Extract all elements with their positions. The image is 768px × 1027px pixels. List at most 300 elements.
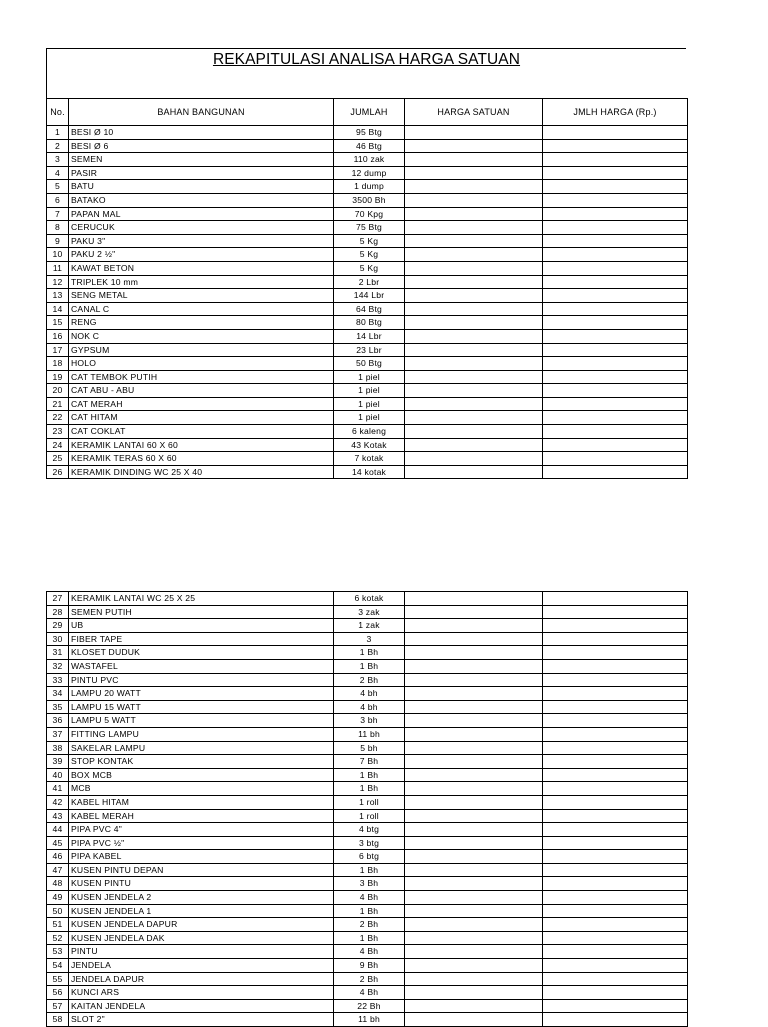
cell-bahan: CANAL C — [69, 302, 334, 316]
cell-jumlah: 5 Kg — [334, 261, 405, 275]
cell-jmlh-harga — [543, 397, 688, 411]
cell-harga-satuan — [405, 343, 543, 357]
cell-jmlh-harga — [543, 275, 688, 289]
cell-harga-satuan — [405, 248, 543, 262]
cell-bahan: LAMPU 20 WATT — [69, 687, 334, 701]
cell-harga-satuan — [405, 221, 543, 235]
cell-bahan: CAT MERAH — [69, 397, 334, 411]
cell-harga-satuan — [405, 891, 543, 905]
table-row — [47, 126, 688, 140]
cell-no: 56 — [47, 986, 69, 1000]
cell-bahan: BATU — [69, 180, 334, 194]
cell-bahan: KERAMIK LANTAI WC 25 X 25 — [69, 592, 334, 606]
cell-jmlh-harga — [543, 659, 688, 673]
cell-jmlh-harga — [543, 673, 688, 687]
cell-bahan: BOX MCB — [69, 768, 334, 782]
cell-no: 6 — [47, 193, 69, 207]
cell-no: 3 — [47, 153, 69, 167]
cell-harga-satuan — [405, 452, 543, 466]
cell-jumlah: 1 Bh — [334, 646, 405, 660]
cell-no: 13 — [47, 289, 69, 303]
cell-jumlah: 4 Bh — [334, 945, 405, 959]
cell-no: 52 — [47, 931, 69, 945]
cell-no: 23 — [47, 425, 69, 439]
table-row — [47, 918, 688, 932]
cell-no: 32 — [47, 659, 69, 673]
cell-harga-satuan — [405, 755, 543, 769]
cell-jmlh-harga — [543, 632, 688, 646]
table-header-row — [47, 99, 688, 126]
cell-bahan: JENDELA — [69, 959, 334, 973]
cell-jmlh-harga — [543, 619, 688, 633]
cell-jumlah: 1 Bh — [334, 863, 405, 877]
cell-no: 25 — [47, 452, 69, 466]
cell-jumlah: 3 — [334, 632, 405, 646]
header-no: No. — [47, 99, 69, 126]
cell-no: 29 — [47, 619, 69, 633]
cell-jumlah: 144 Lbr — [334, 289, 405, 303]
cell-no: 8 — [47, 221, 69, 235]
cell-no: 21 — [47, 397, 69, 411]
cell-harga-satuan — [405, 207, 543, 221]
table-row — [47, 659, 688, 673]
cell-bahan: LAMPU 5 WATT — [69, 714, 334, 728]
table-row — [47, 166, 688, 180]
cell-harga-satuan — [405, 357, 543, 371]
header-bahan-bangunan: BAHAN BANGUNAN — [69, 99, 334, 126]
cell-jmlh-harga — [543, 193, 688, 207]
cell-no: 48 — [47, 877, 69, 891]
cell-jmlh-harga — [543, 329, 688, 343]
cell-harga-satuan — [405, 809, 543, 823]
cell-jumlah: 46 Btg — [334, 139, 405, 153]
cell-harga-satuan — [405, 918, 543, 932]
cell-jumlah: 2 Bh — [334, 918, 405, 932]
table-row — [47, 891, 688, 905]
cell-jumlah: 4 Bh — [334, 986, 405, 1000]
cell-jmlh-harga — [543, 180, 688, 194]
cell-jumlah: 3 btg — [334, 836, 405, 850]
cell-jmlh-harga — [543, 343, 688, 357]
table-row — [47, 207, 688, 221]
cell-bahan: NOK C — [69, 329, 334, 343]
cell-no: 17 — [47, 343, 69, 357]
cell-harga-satuan — [405, 180, 543, 194]
cell-jumlah: 14 kotak — [334, 465, 405, 479]
cell-harga-satuan — [405, 741, 543, 755]
cell-bahan: MCB — [69, 782, 334, 796]
table-row — [47, 221, 688, 235]
cell-harga-satuan — [405, 261, 543, 275]
cell-jmlh-harga — [543, 425, 688, 439]
cell-jumlah: 4 btg — [334, 823, 405, 837]
cell-bahan: PINTU — [69, 945, 334, 959]
cell-bahan: CAT ABU - ABU — [69, 384, 334, 398]
cell-no: 15 — [47, 316, 69, 330]
cell-jmlh-harga — [543, 126, 688, 140]
cell-jmlh-harga — [543, 411, 688, 425]
cell-jumlah: 1 piel — [334, 370, 405, 384]
cell-no: 49 — [47, 891, 69, 905]
cell-jmlh-harga — [543, 877, 688, 891]
cell-harga-satuan — [405, 646, 543, 660]
table-row — [47, 425, 688, 439]
cell-harga-satuan — [405, 673, 543, 687]
cell-no: 28 — [47, 605, 69, 619]
cell-jmlh-harga — [543, 207, 688, 221]
cell-harga-satuan — [405, 986, 543, 1000]
cell-harga-satuan — [405, 329, 543, 343]
cell-bahan: SLOT 2" — [69, 1013, 334, 1027]
cell-no: 24 — [47, 438, 69, 452]
cell-jumlah: 1 Bh — [334, 931, 405, 945]
cell-jmlh-harga — [543, 863, 688, 877]
cell-bahan: UB — [69, 619, 334, 633]
table-row — [47, 619, 688, 633]
cell-harga-satuan — [405, 836, 543, 850]
cell-harga-satuan — [405, 863, 543, 877]
cell-jmlh-harga — [543, 741, 688, 755]
cell-harga-satuan — [405, 904, 543, 918]
table-row — [47, 411, 688, 425]
cell-harga-satuan — [405, 714, 543, 728]
cell-no: 57 — [47, 999, 69, 1013]
cell-no: 30 — [47, 632, 69, 646]
cell-jmlh-harga — [543, 823, 688, 837]
table-row — [47, 632, 688, 646]
table-row — [47, 384, 688, 398]
cell-jmlh-harga — [543, 592, 688, 606]
cell-bahan: SEMEN — [69, 153, 334, 167]
cell-no: 42 — [47, 795, 69, 809]
table-row — [47, 592, 688, 606]
cell-bahan: PIPA PVC ½" — [69, 836, 334, 850]
cell-bahan: KUSEN JENDELA DAK — [69, 931, 334, 945]
cell-jumlah: 5 Kg — [334, 234, 405, 248]
cell-harga-satuan — [405, 945, 543, 959]
table-row — [47, 768, 688, 782]
cell-no: 47 — [47, 863, 69, 877]
cell-no: 58 — [47, 1013, 69, 1027]
cell-bahan: FIBER TAPE — [69, 632, 334, 646]
cell-no: 54 — [47, 959, 69, 973]
cell-jumlah: 80 Btg — [334, 316, 405, 330]
table-row — [47, 465, 688, 479]
cell-jumlah: 23 Lbr — [334, 343, 405, 357]
cell-jumlah: 70 Kpg — [334, 207, 405, 221]
cell-no: 51 — [47, 918, 69, 932]
cell-jumlah: 75 Btg — [334, 221, 405, 235]
cell-no: 2 — [47, 139, 69, 153]
cell-no: 43 — [47, 809, 69, 823]
table-row — [47, 687, 688, 701]
cell-jumlah: 6 kotak — [334, 592, 405, 606]
cell-jmlh-harga — [543, 809, 688, 823]
cell-harga-satuan — [405, 768, 543, 782]
cell-jumlah: 95 Btg — [334, 126, 405, 140]
cell-bahan: STOP KONTAK — [69, 755, 334, 769]
table-row — [47, 904, 688, 918]
cell-no: 11 — [47, 261, 69, 275]
cell-jumlah: 11 bh — [334, 1013, 405, 1027]
cell-harga-satuan — [405, 687, 543, 701]
table-row — [47, 397, 688, 411]
cell-bahan: LAMPU 15 WATT — [69, 700, 334, 714]
table-row — [47, 370, 688, 384]
cell-harga-satuan — [405, 823, 543, 837]
cell-bahan: SEMEN PUTIH — [69, 605, 334, 619]
cell-harga-satuan — [405, 850, 543, 864]
cell-no: 5 — [47, 180, 69, 194]
cell-bahan: CAT COKLAT — [69, 425, 334, 439]
rekap-table-page-1 — [46, 98, 688, 479]
cell-jumlah: 1 piel — [334, 384, 405, 398]
cell-harga-satuan — [405, 234, 543, 248]
cell-no: 44 — [47, 823, 69, 837]
cell-bahan: KUNCI ARS — [69, 986, 334, 1000]
cell-bahan: BATAKO — [69, 193, 334, 207]
cell-harga-satuan — [405, 153, 543, 167]
cell-bahan: PAKU 2 ½" — [69, 248, 334, 262]
cell-jmlh-harga — [543, 289, 688, 303]
cell-no: 31 — [47, 646, 69, 660]
cell-jmlh-harga — [543, 357, 688, 371]
cell-bahan: PASIR — [69, 166, 334, 180]
cell-jmlh-harga — [543, 836, 688, 850]
cell-bahan: SENG METAL — [69, 289, 334, 303]
cell-harga-satuan — [405, 659, 543, 673]
table-row — [47, 999, 688, 1013]
cell-bahan: PAPAN MAL — [69, 207, 334, 221]
cell-no: 40 — [47, 768, 69, 782]
cell-harga-satuan — [405, 139, 543, 153]
cell-no: 45 — [47, 836, 69, 850]
cell-no: 16 — [47, 329, 69, 343]
cell-jumlah: 1 Bh — [334, 904, 405, 918]
cell-harga-satuan — [405, 302, 543, 316]
table-row — [47, 945, 688, 959]
table-row — [47, 986, 688, 1000]
cell-jmlh-harga — [543, 972, 688, 986]
cell-jmlh-harga — [543, 714, 688, 728]
cell-jumlah: 7 kotak — [334, 452, 405, 466]
cell-bahan: KAITAN JENDELA — [69, 999, 334, 1013]
cell-no: 34 — [47, 687, 69, 701]
cell-bahan: TRIPLEK 10 mm — [69, 275, 334, 289]
cell-jmlh-harga — [543, 945, 688, 959]
cell-bahan: KUSEN JENDELA 1 — [69, 904, 334, 918]
table-row — [47, 863, 688, 877]
cell-no: 20 — [47, 384, 69, 398]
cell-jmlh-harga — [543, 221, 688, 235]
cell-jumlah: 1 dump — [334, 180, 405, 194]
cell-jumlah: 5 bh — [334, 741, 405, 755]
cell-jumlah: 64 Btg — [334, 302, 405, 316]
cell-jmlh-harga — [543, 234, 688, 248]
header-jmlh-harga: JMLH HARGA (Rp.) — [543, 99, 688, 126]
cell-no: 9 — [47, 234, 69, 248]
cell-harga-satuan — [405, 126, 543, 140]
table-row — [47, 153, 688, 167]
table-row — [47, 700, 688, 714]
cell-bahan: KUSEN PINTU — [69, 877, 334, 891]
cell-jmlh-harga — [543, 986, 688, 1000]
cell-jmlh-harga — [543, 166, 688, 180]
table-row — [47, 193, 688, 207]
table-row — [47, 234, 688, 248]
cell-bahan: BESI Ø 6 — [69, 139, 334, 153]
cell-jumlah: 1 zak — [334, 619, 405, 633]
table-row — [47, 357, 688, 371]
cell-jumlah: 6 kaleng — [334, 425, 405, 439]
cell-no: 10 — [47, 248, 69, 262]
cell-jumlah: 2 Bh — [334, 972, 405, 986]
cell-harga-satuan — [405, 877, 543, 891]
rekap-table-page-2 — [46, 591, 688, 1027]
cell-harga-satuan — [405, 700, 543, 714]
cell-harga-satuan — [405, 782, 543, 796]
table-row — [47, 714, 688, 728]
cell-harga-satuan — [405, 384, 543, 398]
cell-bahan: BESI Ø 10 — [69, 126, 334, 140]
cell-harga-satuan — [405, 370, 543, 384]
table-row — [47, 329, 688, 343]
cell-jmlh-harga — [543, 452, 688, 466]
table-row — [47, 139, 688, 153]
cell-jmlh-harga — [543, 795, 688, 809]
cell-no: 22 — [47, 411, 69, 425]
cell-harga-satuan — [405, 275, 543, 289]
cell-jumlah: 110 zak — [334, 153, 405, 167]
cell-bahan: JENDELA DAPUR — [69, 972, 334, 986]
table-row — [47, 275, 688, 289]
cell-bahan: KUSEN JENDELA 2 — [69, 891, 334, 905]
cell-harga-satuan — [405, 592, 543, 606]
cell-jmlh-harga — [543, 465, 688, 479]
cell-jmlh-harga — [543, 384, 688, 398]
table-row — [47, 755, 688, 769]
cell-harga-satuan — [405, 397, 543, 411]
cell-bahan: KABEL HITAM — [69, 795, 334, 809]
cell-jumlah: 43 Kotak — [334, 438, 405, 452]
cell-harga-satuan — [405, 438, 543, 452]
table-row — [47, 605, 688, 619]
cell-harga-satuan — [405, 972, 543, 986]
table-row — [47, 248, 688, 262]
cell-bahan: CAT HITAM — [69, 411, 334, 425]
table-row — [47, 673, 688, 687]
table-row — [47, 850, 688, 864]
cell-harga-satuan — [405, 999, 543, 1013]
cell-no: 50 — [47, 904, 69, 918]
cell-no: 26 — [47, 465, 69, 479]
cell-jmlh-harga — [543, 261, 688, 275]
cell-jmlh-harga — [543, 999, 688, 1013]
cell-jumlah: 3 Bh — [334, 877, 405, 891]
table-row — [47, 452, 688, 466]
table-row — [47, 877, 688, 891]
cell-jmlh-harga — [543, 1013, 688, 1027]
cell-bahan: PAKU 3" — [69, 234, 334, 248]
cell-no: 1 — [47, 126, 69, 140]
cell-bahan: KERAMIK TERAS 60 X 60 — [69, 452, 334, 466]
table-row — [47, 795, 688, 809]
cell-jumlah: 12 dump — [334, 166, 405, 180]
table-row — [47, 438, 688, 452]
cell-jumlah: 3500 Bh — [334, 193, 405, 207]
cell-harga-satuan — [405, 193, 543, 207]
cell-jmlh-harga — [543, 302, 688, 316]
cell-harga-satuan — [405, 166, 543, 180]
cell-bahan: HOLO — [69, 357, 334, 371]
cell-harga-satuan — [405, 425, 543, 439]
cell-jumlah: 5 Kg — [334, 248, 405, 262]
cell-harga-satuan — [405, 727, 543, 741]
table-row — [47, 959, 688, 973]
cell-bahan: KLOSET DUDUK — [69, 646, 334, 660]
cell-no: 36 — [47, 714, 69, 728]
cell-jmlh-harga — [543, 782, 688, 796]
cell-jmlh-harga — [543, 959, 688, 973]
cell-bahan: PINTU PVC — [69, 673, 334, 687]
table-row — [47, 180, 688, 194]
cell-jmlh-harga — [543, 918, 688, 932]
table-row — [47, 646, 688, 660]
title-box — [46, 48, 686, 98]
cell-jmlh-harga — [543, 768, 688, 782]
cell-no: 46 — [47, 850, 69, 864]
cell-jumlah: 1 piel — [334, 411, 405, 425]
table-row — [47, 261, 688, 275]
cell-jumlah: 4 bh — [334, 700, 405, 714]
cell-harga-satuan — [405, 465, 543, 479]
cell-jumlah: 14 Lbr — [334, 329, 405, 343]
cell-harga-satuan — [405, 619, 543, 633]
cell-harga-satuan — [405, 605, 543, 619]
cell-jmlh-harga — [543, 370, 688, 384]
table-row — [47, 316, 688, 330]
cell-jmlh-harga — [543, 438, 688, 452]
cell-bahan: CERUCUK — [69, 221, 334, 235]
cell-jumlah: 22 Bh — [334, 999, 405, 1013]
cell-jumlah: 2 Lbr — [334, 275, 405, 289]
cell-jumlah: 11 bh — [334, 727, 405, 741]
cell-jumlah: 1 roll — [334, 809, 405, 823]
table-row — [47, 343, 688, 357]
cell-bahan: KUSEN JENDELA DAPUR — [69, 918, 334, 932]
cell-bahan: SAKELAR LAMPU — [69, 741, 334, 755]
cell-jumlah: 1 Bh — [334, 659, 405, 673]
cell-jmlh-harga — [543, 755, 688, 769]
cell-harga-satuan — [405, 931, 543, 945]
cell-no: 12 — [47, 275, 69, 289]
cell-bahan: RENG — [69, 316, 334, 330]
cell-bahan: FITTING LAMPU — [69, 727, 334, 741]
cell-no: 33 — [47, 673, 69, 687]
cell-jmlh-harga — [543, 248, 688, 262]
cell-jmlh-harga — [543, 687, 688, 701]
cell-jumlah: 1 roll — [334, 795, 405, 809]
cell-jmlh-harga — [543, 850, 688, 864]
cell-jmlh-harga — [543, 605, 688, 619]
cell-no: 41 — [47, 782, 69, 796]
table-row — [47, 972, 688, 986]
cell-no: 53 — [47, 945, 69, 959]
cell-jumlah: 6 btg — [334, 850, 405, 864]
cell-jumlah: 9 Bh — [334, 959, 405, 973]
cell-bahan: GYPSUM — [69, 343, 334, 357]
cell-jumlah: 7 Bh — [334, 755, 405, 769]
